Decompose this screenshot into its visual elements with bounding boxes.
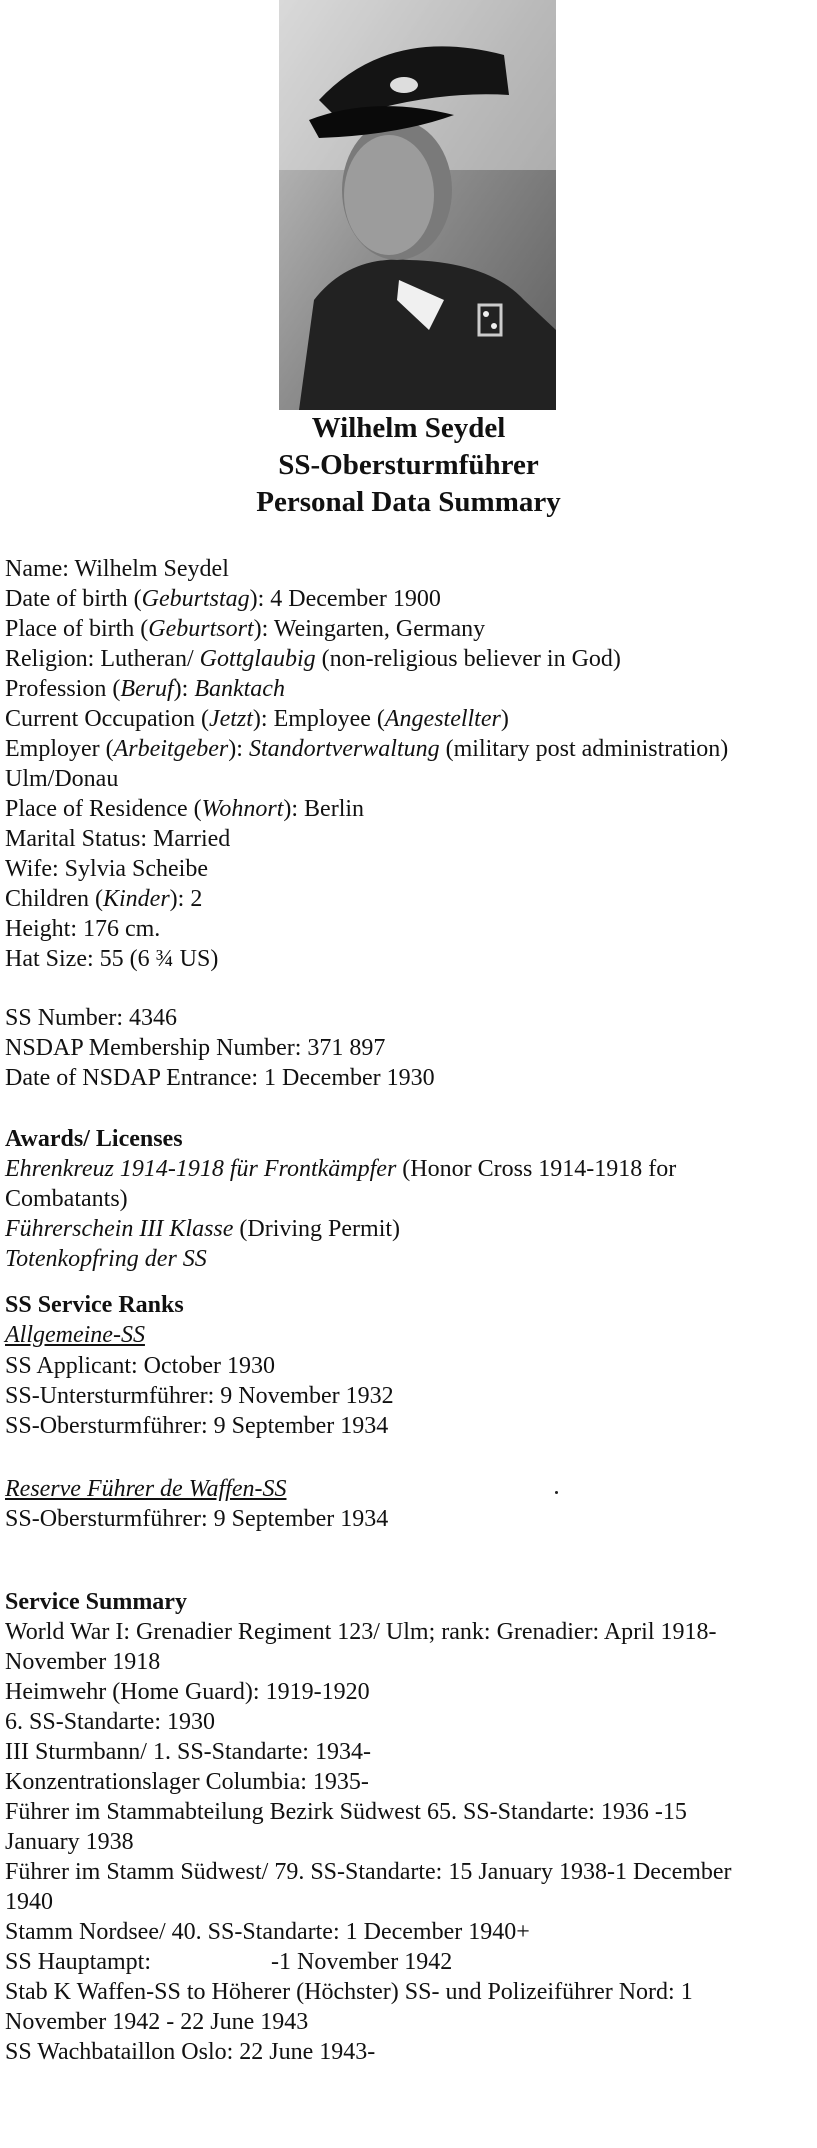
portrait-photo	[279, 0, 556, 410]
personal-data-line: Wife: Sylvia Scheibe	[5, 856, 208, 882]
document-heading: Personal Data Summary	[256, 486, 561, 518]
service-line: November 1942 - 22 June 1943	[5, 2009, 309, 2035]
personal-data-line: Name: Wilhelm Seydel	[5, 556, 229, 582]
service-line: Führer im Stamm Südwest/ 79. SS-Standarte: 15 January 1938-1 December	[5, 1859, 732, 1885]
personal-data-line: Place of birth (Geburtsort): Weingarten, Germany	[5, 616, 486, 642]
personal-data-line: Ulm/Donau	[5, 766, 119, 792]
award-line: Totenkopfring der SS	[5, 1246, 207, 1272]
service-line: 6. SS-Standarte: 1930	[5, 1709, 215, 1735]
award-line: Führerschein III Klasse (Driving Permit)	[5, 1216, 401, 1242]
personal-data-line: Height: 176 cm.	[5, 916, 161, 942]
personal-data-line: Hat Size: 55 (6 ¾ US)	[5, 946, 219, 972]
service-line: III Sturmbann/ 1. SS-Standarte: 1934-	[5, 1739, 371, 1765]
speck-mark	[555, 1491, 558, 1494]
awards-heading: Awards/ Licenses	[5, 1126, 183, 1152]
service-line: January 1938	[5, 1829, 134, 1855]
service-line: SS Wachbataillon Oslo: 22 June 1943-	[5, 2039, 376, 2065]
personal-data-line: Religion: Lutheran/ Gottglaubig (non-religious believer in God)	[5, 646, 621, 672]
personal-data-line: Place of Residence (Wohnort): Berlin	[5, 796, 365, 822]
service-line: Stamm Nordsee/ 40. SS-Standarte: 1 December 1940+	[5, 1919, 530, 1945]
service-line: November 1918	[5, 1649, 161, 1675]
service-line: World War I: Grenadier Regiment 123/ Ulm; rank: Grenadier: April 1918-	[5, 1619, 717, 1645]
award-line: Ehrenkreuz 1914-1918 für Frontkämpfer (Honor Cross 1914-1918 for	[5, 1156, 677, 1182]
reserve-waffen-ss-label: Reserve Führer de Waffen-SS	[5, 1476, 287, 1502]
personal-data-line: Current Occupation (Jetzt): Employee (Angestellter)	[5, 706, 509, 732]
rank-line: SS-Obersturmführer: 9 September 1934	[5, 1413, 389, 1439]
membership-line: NSDAP Membership Number: 371 897	[5, 1035, 386, 1061]
person-rank: SS-Obersturmführer	[278, 449, 539, 481]
personal-data-line: Children (Kinder): 2	[5, 886, 203, 912]
personal-data-line: Marital Status: Married	[5, 826, 231, 852]
membership-line: SS Number: 4346	[5, 1005, 178, 1031]
membership-line: Date of NSDAP Entrance: 1 December 1930	[5, 1065, 435, 1091]
service-summary-heading: Service Summary	[5, 1589, 187, 1615]
rank-line: SS Applicant: October 1930	[5, 1353, 275, 1379]
service-line: 1940	[5, 1889, 53, 1915]
personal-data-line: Profession (Beruf): Banktach	[5, 676, 285, 702]
rank-line: SS-Obersturmführer: 9 September 1934	[5, 1506, 389, 1532]
ranks-heading: SS Service Ranks	[5, 1292, 184, 1318]
service-line: Heimwehr (Home Guard): 1919-1920	[5, 1679, 370, 1705]
allgemeine-ss-label: Allgemeine-SS	[5, 1322, 145, 1348]
person-name: Wilhelm Seydel	[311, 412, 506, 444]
service-line: Stab K Waffen-SS to Höherer (Höchster) SS- und Polizeiführer Nord: 1	[5, 1979, 693, 2005]
service-line: Führer im Stammabteilung Bezirk Südwest 65. SS-Standarte: 1936 -15	[5, 1799, 687, 1825]
personal-data-line: Employer (Arbeitgeber): Standortverwaltung (military post administration)	[5, 736, 729, 762]
personal-data-line: Date of birth (Geburtstag): 4 December 1900	[5, 586, 441, 612]
award-line: Combatants)	[5, 1186, 128, 1212]
service-line: Konzentrationslager Columbia: 1935-	[5, 1769, 369, 1795]
service-line: SS Hauptampt: -1 November 1942	[5, 1949, 453, 1975]
rank-line: SS-Untersturmführer: 9 November 1932	[5, 1383, 394, 1409]
